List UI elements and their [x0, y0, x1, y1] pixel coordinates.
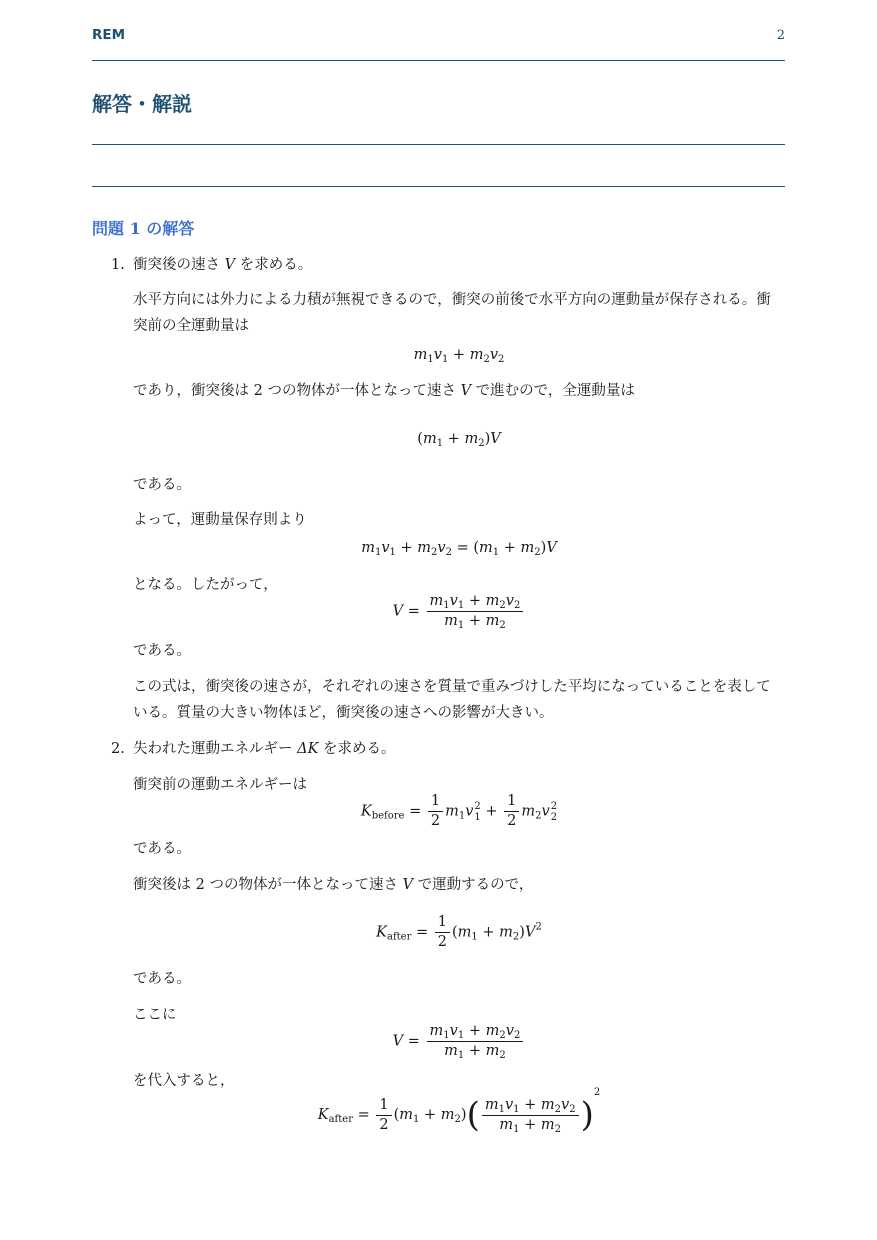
running-header	[92, 27, 785, 47]
equation: $K_{before}$ = $\frac{1}{2}$ $m_1v$ 2 1 + $\frac{1}{2}$ $m_2v$ 2 2	[360, 793, 558, 829]
paragraph: である。	[133, 841, 191, 857]
item-heading: 失われた運動エネルギー ΔK を求める。	[133, 741, 396, 757]
paragraph: この式は，衝突後の速さが，それぞれの速さを質量で重みづけした平均になっていることを表している。質量の大きい物体ほど，衝突後の速さへの影響が大きい。	[133, 679, 771, 721]
paragraph: よって，運動量保存則より	[133, 512, 307, 528]
paragraph: を代入すると，	[133, 1073, 235, 1089]
paragraph: である。	[133, 477, 191, 493]
equation: $K_{after}$ = $\frac{1}{2}$ $(m_1 + m_2)$( $\frac{m_1v_1 + m_2v_2}{m_1 + m_2}$ )$^2$	[317, 1087, 601, 1135]
page-number: 2	[776, 28, 785, 43]
paragraph: 水平方向には外力による力積が無視できるので，衝突の前後で水平方向の運動量が保存される。衝突前の全運動量は	[133, 292, 771, 334]
page-title: 解答・解説	[92, 92, 192, 116]
equation: $K_{after}$ = $\frac{1}{2}$ $(m_1 + m_2)V^2$	[376, 914, 542, 950]
section-heading: 問題 1 の解答	[92, 219, 195, 238]
paragraph: 衝突前の運動エネルギーは	[133, 777, 307, 793]
equation: $m_1v_1 + m_2v_2 = (m_1 + m_2)V$	[361, 540, 557, 558]
divider	[92, 144, 785, 145]
paragraph: であり，衝突後は 2 つの物体が一体となって速さ V で進むので，全運動量は	[133, 383, 635, 399]
paragraph: である。	[133, 643, 191, 659]
divider	[92, 186, 785, 187]
header-title: REM	[92, 27, 126, 43]
header-rule	[92, 60, 785, 61]
paragraph: ここに	[133, 1007, 177, 1023]
list-number: 2.	[111, 741, 125, 757]
paragraph: である。	[133, 971, 191, 987]
equation: $(m_1 + m_2)V$	[417, 431, 501, 449]
equation: $m_1v_1 + m_2v_2$	[413, 347, 505, 365]
paragraph: 衝突後は 2 つの物体が一体となって速さ V で運動するので，	[133, 877, 534, 893]
item-heading: 衝突後の速さ V を求める。	[133, 257, 313, 273]
equation: V = $\frac{m_1v_1 + m_2v_2}{m_1 + m_2}$	[133, 1022, 785, 1061]
equation: V = $\frac{m_1v_1 + m_2v_2}{m_1 + m_2}$	[133, 592, 785, 631]
paragraph: となる。したがって，	[133, 577, 278, 593]
list-number: 1.	[111, 257, 125, 273]
